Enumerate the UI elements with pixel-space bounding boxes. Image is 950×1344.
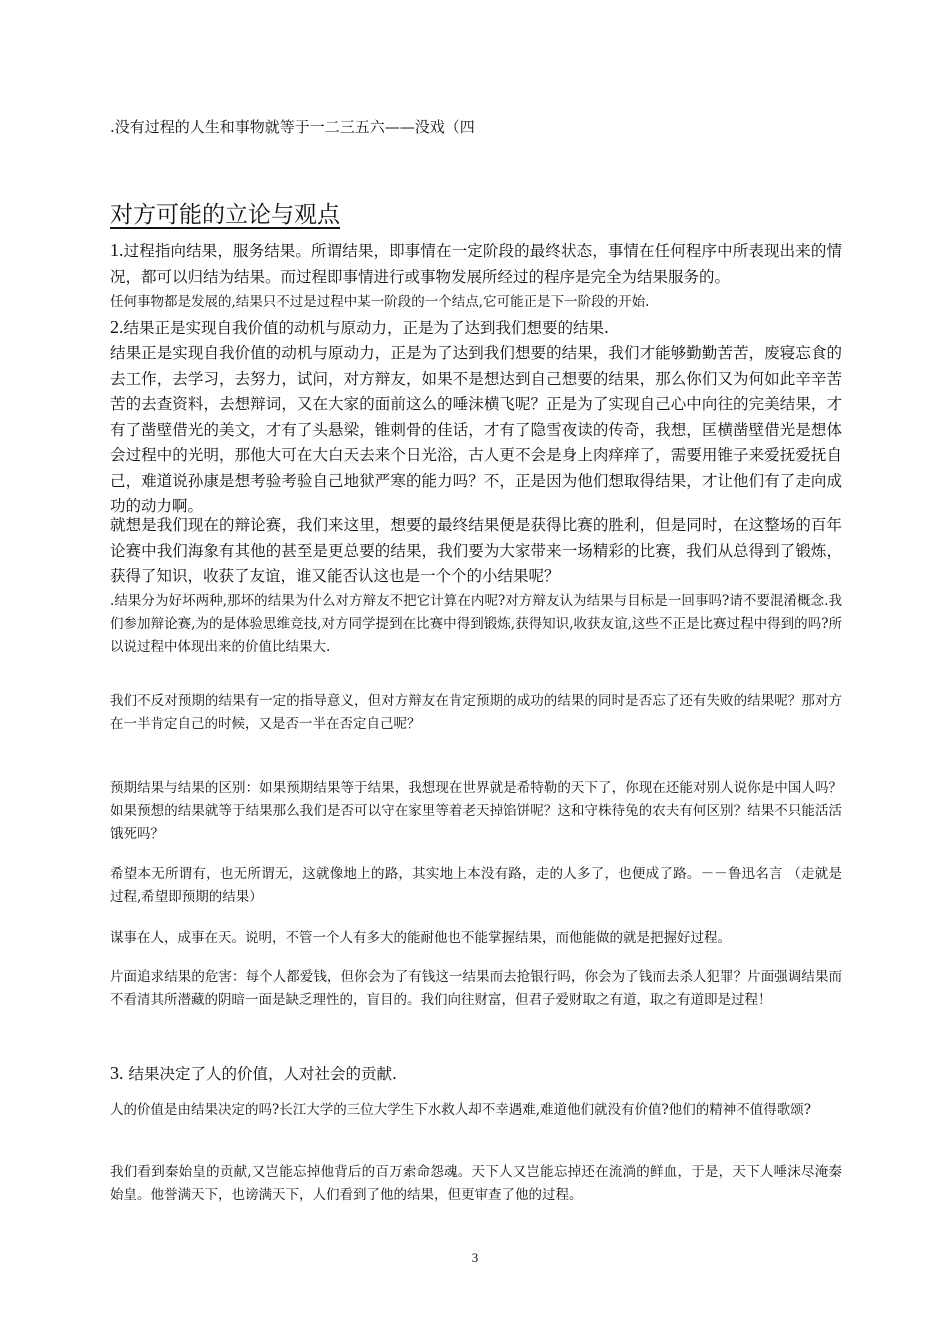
point-number: 3. xyxy=(110,1063,124,1083)
lead-line: .没有过程的人生和事物就等于一二三五六——没戏（四 xyxy=(110,118,475,136)
paragraph-human-value: 人的价值是由结果决定的吗?长江大学的三位大学生下水救人却不幸遇难,难道他们就没有价值?他们的精神不值得歌颂? xyxy=(110,1102,812,1118)
paragraph-saying: 谋事在人，成事在天。说明，不管一个人有多大的能耐他也不能掌握结果，而他能做的就是把握好过程。 xyxy=(110,930,731,946)
paragraph-note-1: 任何事物都是发展的,结果只不过是过程中某一阶段的一个结点,它可能正是下一阶段的开始. xyxy=(110,294,650,310)
paragraph-lu-xun-quote: 希望本无所谓有，也无所谓无，这就像地上的路，其实地上本没有路，走的人多了，也便成了路。－－鲁迅名言 （走就是过程,希望即预期的结果） xyxy=(110,866,842,905)
section-heading: 对方可能的立论与观点 xyxy=(110,202,340,228)
paragraph-harm: 片面追求结果的危害：每个人都爱钱，但你会为了有钱这一结果而去抢银行吗，你会为了钱而去杀人犯罪？片面强调结果而不看清其所潜藏的阴暗一面是缺乏理性的，盲目的。我们向往财富，但君子爱财取之有道，取之有道即是过程！ xyxy=(110,969,842,1008)
point-text: 结果决定了人的价值，人对社会的贡献. xyxy=(128,1065,397,1083)
paragraph-qin-shi-huang: 我们看到秦始皇的贡献,又岂能忘掉他背后的百万索命怨魂。天下人又岂能忘掉还在流淌的鲜血，于是，天下人唾沫尽淹秦始皇。他誉满天下，也谤满天下，人们看到了他的结果，但更审查了他的过程。 xyxy=(110,1164,842,1203)
paragraph-expected-vs-result: 预期结果与结果的区别：如果预期结果等于结果，我想现在世界就是希特勒的天下了，你现在还能对别人说你是中国人吗？如果预想的结果就等于结果那么我们是否可以守在家里等着老天掉馅饼呢？这和守株待兔的农夫有何区别？结果不只能活活饿死吗？ xyxy=(110,780,842,842)
point-text: 结果正是实现自我价值的动机与原动力，正是为了达到我们想要的结果. xyxy=(123,319,609,337)
page-number: 3 xyxy=(471,1250,479,1265)
point-number: 2. xyxy=(110,317,124,337)
paragraph-point-2 xyxy=(110,315,842,342)
paragraph-point-3 xyxy=(110,1061,842,1088)
paragraph-result-types: .结果分为好坏两种,那坏的结果为什么对方辩友不把它计算在内呢?对方辩友认为结果与目标是一回事吗?请不要混淆概念.我们参加辩论赛,为的是体验思维竞技,对方同学提到在比赛中得到锻炼,获得知识,收获友谊,这些不正是比赛过程中得到的吗?所以说过程中体现出来的价值比结果大. xyxy=(110,593,842,655)
paragraph-point-2-body: 结果正是实现自我价值的动机与原动力，正是为了达到我们想要的结果，我们才能够勤勤苦苦，废寝忘食的去工作，去学习，去努力，试问，对方辩友，如果不是想达到自己想要的结果，那么你们又为何如此辛辛苦苦的去查资料，去想辩词，又在大家的面前这么的唾沫横飞呢？正是为了实现自己心中向往的完美结果，才有了凿壁借光的美文，才有了头悬梁，锥刺骨的佳话，才有了隐雪夜读的传奇，我想，匡横凿壁借光是想体会过程中的光明，那他大可在大白天去来个日光浴，古人更不会是身上肉痒痒了，需要用锥子来爱抚爱抚自己，难道说孙康是想考验考验自己地狱严寒的能力吗？不，正是因为他们想取得结果，才让他们有了走向成功的动力啊。 xyxy=(110,344,842,515)
point-text: 过程指向结果，服务结果。所谓结果，即事情在一定阶段的最终状态，事情在任何程序中所表现出来的情况，都可以归结为结果。而过程即事情进行或事物发展所经过的程序是完全为结果服务的。 xyxy=(110,242,842,286)
point-number: 1. xyxy=(110,240,124,260)
paragraph-debate-example: 就想是我们现在的辩论赛，我们来这里，想要的最终结果便是获得比赛的胜利，但是同时，在这整场的百年论赛中我们海象有其他的甚至是更总要的结果，我们要为大家带来一场精彩的比赛，我们从总得到了锻炼，获得了知识，收获了友谊，谁又能否认这也是一个个的小结果呢？ xyxy=(110,516,842,585)
paragraph-expected-result: 我们不反对预期的结果有一定的指导意义，但对方辩友在肯定预期的成功的结果的同时是否忘了还有失败的结果呢？那对方在一半肯定自己的时候，又是否一半在否定自己呢？ xyxy=(110,693,842,732)
paragraph-point-1 xyxy=(110,238,842,290)
